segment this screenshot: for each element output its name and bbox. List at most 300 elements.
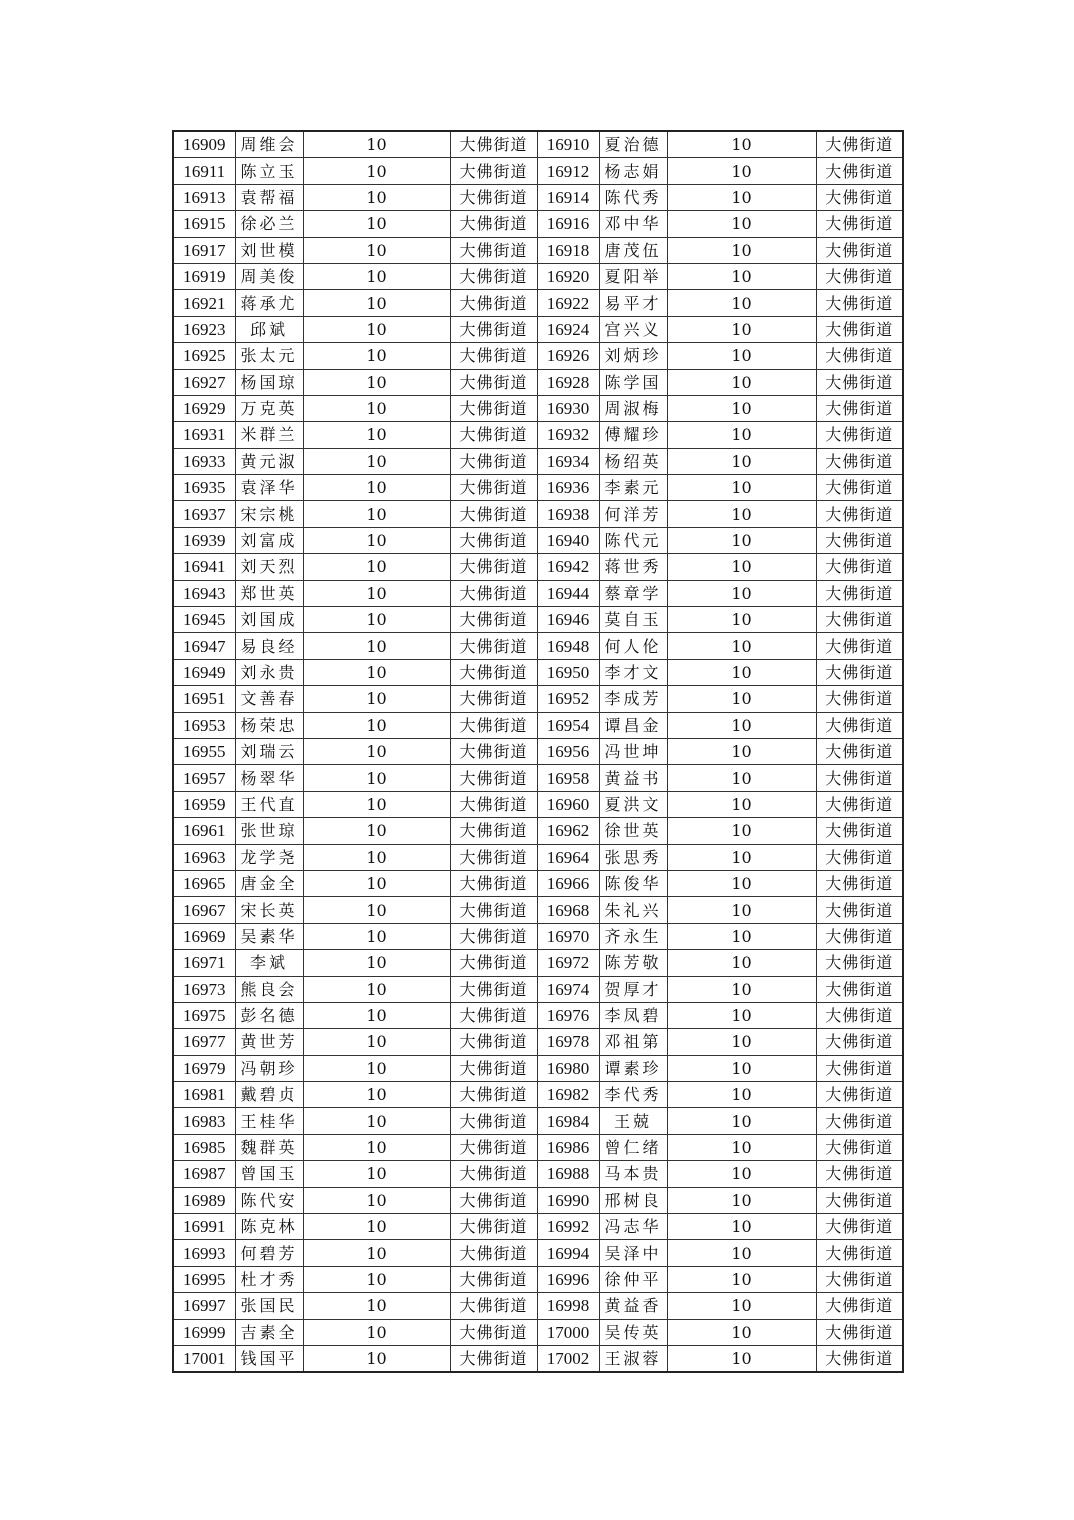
street-cell: 大佛街道 — [450, 501, 537, 527]
person-name-cell: 李成芳 — [599, 686, 667, 712]
street-cell: 大佛街道 — [816, 923, 903, 949]
amount-cell: 10 — [667, 976, 816, 1002]
table-row — [173, 844, 903, 870]
person-name-cell: 杨国琼 — [235, 369, 303, 395]
street-cell: 大佛街道 — [816, 501, 903, 527]
person-name-cell: 冯志华 — [599, 1214, 667, 1240]
amount-cell: 10 — [667, 1266, 816, 1292]
person-name-cell: 李代秀 — [599, 1082, 667, 1108]
table-row — [173, 290, 903, 316]
street-cell: 大佛街道 — [450, 897, 537, 923]
record-number-cell: 16926 — [537, 343, 599, 369]
amount-cell: 10 — [303, 1187, 450, 1213]
table-row — [173, 1293, 903, 1319]
record-number-cell: 17001 — [173, 1345, 235, 1372]
person-name-cell: 吴传英 — [599, 1319, 667, 1345]
amount-cell: 10 — [667, 844, 816, 870]
street-cell: 大佛街道 — [816, 1187, 903, 1213]
record-number-cell: 16942 — [537, 554, 599, 580]
record-number-cell: 16949 — [173, 659, 235, 685]
amount-cell: 10 — [667, 1029, 816, 1055]
amount-cell: 10 — [667, 580, 816, 606]
table-row — [173, 870, 903, 896]
street-cell: 大佛街道 — [816, 395, 903, 421]
amount-cell: 10 — [303, 131, 450, 158]
person-name-cell: 杨志娟 — [599, 158, 667, 184]
record-number-cell: 16988 — [537, 1161, 599, 1187]
person-name-cell: 陈代安 — [235, 1187, 303, 1213]
person-name-cell: 文善春 — [235, 686, 303, 712]
person-name-cell: 宫兴义 — [599, 316, 667, 342]
street-cell: 大佛街道 — [816, 1345, 903, 1372]
record-number-cell: 16974 — [537, 976, 599, 1002]
record-number-cell: 16954 — [537, 712, 599, 738]
person-name-cell: 米群兰 — [235, 422, 303, 448]
table-row — [173, 501, 903, 527]
record-number-cell: 16933 — [173, 448, 235, 474]
person-name-cell: 李凤碧 — [599, 1002, 667, 1028]
street-cell: 大佛街道 — [816, 343, 903, 369]
amount-cell: 10 — [303, 1055, 450, 1081]
table-row — [173, 607, 903, 633]
amount-cell: 10 — [303, 738, 450, 764]
record-number-cell: 16992 — [537, 1214, 599, 1240]
street-cell: 大佛街道 — [816, 1108, 903, 1134]
amount-cell: 10 — [303, 395, 450, 421]
person-name-cell: 刘瑞云 — [235, 738, 303, 764]
record-number-cell: 16980 — [537, 1055, 599, 1081]
street-cell: 大佛街道 — [450, 158, 537, 184]
table-row — [173, 712, 903, 738]
amount-cell: 10 — [667, 1319, 816, 1345]
table-row — [173, 633, 903, 659]
person-name-cell: 周维会 — [235, 131, 303, 158]
street-cell: 大佛街道 — [816, 607, 903, 633]
person-name-cell: 徐仲平 — [599, 1266, 667, 1292]
table-row — [173, 1082, 903, 1108]
street-cell: 大佛街道 — [450, 475, 537, 501]
table-row — [173, 659, 903, 685]
amount-cell: 10 — [303, 554, 450, 580]
table-row — [173, 1214, 903, 1240]
amount-cell: 10 — [667, 184, 816, 210]
person-name-cell: 万克英 — [235, 395, 303, 421]
record-number-cell: 16983 — [173, 1108, 235, 1134]
amount-cell: 10 — [303, 659, 450, 685]
street-cell: 大佛街道 — [450, 343, 537, 369]
street-cell: 大佛街道 — [450, 659, 537, 685]
street-cell: 大佛街道 — [816, 580, 903, 606]
table-row — [173, 686, 903, 712]
person-name-cell: 吴素华 — [235, 923, 303, 949]
person-name-cell: 钱国平 — [235, 1345, 303, 1372]
table-row — [173, 263, 903, 289]
person-name-cell: 宋宗桃 — [235, 501, 303, 527]
record-number-cell: 16911 — [173, 158, 235, 184]
street-cell: 大佛街道 — [450, 1345, 537, 1372]
person-name-cell: 夏治德 — [599, 131, 667, 158]
record-number-cell: 17002 — [537, 1345, 599, 1372]
record-number-cell: 16985 — [173, 1134, 235, 1160]
street-cell: 大佛街道 — [816, 1293, 903, 1319]
person-name-cell: 黄益香 — [599, 1293, 667, 1319]
table-row — [173, 818, 903, 844]
person-name-cell: 杨荣忠 — [235, 712, 303, 738]
amount-cell: 10 — [667, 1345, 816, 1372]
person-name-cell: 黄益书 — [599, 765, 667, 791]
person-name-cell: 刘国成 — [235, 607, 303, 633]
amount-cell: 10 — [667, 395, 816, 421]
amount-cell: 10 — [303, 897, 450, 923]
street-cell: 大佛街道 — [450, 422, 537, 448]
street-cell: 大佛街道 — [816, 1002, 903, 1028]
record-number-cell: 16966 — [537, 870, 599, 896]
amount-cell: 10 — [667, 1002, 816, 1028]
amount-cell: 10 — [303, 501, 450, 527]
record-number-cell: 16981 — [173, 1082, 235, 1108]
street-cell: 大佛街道 — [816, 263, 903, 289]
person-name-cell: 邓中华 — [599, 211, 667, 237]
record-number-cell: 16999 — [173, 1319, 235, 1345]
person-name-cell: 王兢 — [599, 1108, 667, 1134]
record-number-cell: 16909 — [173, 131, 235, 158]
record-number-cell: 16930 — [537, 395, 599, 421]
street-cell: 大佛街道 — [450, 237, 537, 263]
amount-cell: 10 — [303, 712, 450, 738]
person-name-cell: 齐永生 — [599, 923, 667, 949]
record-number-cell: 16944 — [537, 580, 599, 606]
amount-cell: 10 — [303, 369, 450, 395]
street-cell: 大佛街道 — [816, 738, 903, 764]
amount-cell: 10 — [667, 237, 816, 263]
amount-cell: 10 — [303, 1319, 450, 1345]
person-name-cell: 朱礼兴 — [599, 897, 667, 923]
street-cell: 大佛街道 — [450, 1029, 537, 1055]
table-row — [173, 923, 903, 949]
table-row — [173, 1055, 903, 1081]
street-cell: 大佛街道 — [450, 607, 537, 633]
street-cell: 大佛街道 — [450, 131, 537, 158]
table-row — [173, 791, 903, 817]
record-number-cell: 16993 — [173, 1240, 235, 1266]
street-cell: 大佛街道 — [450, 712, 537, 738]
street-cell: 大佛街道 — [816, 316, 903, 342]
record-number-cell: 16931 — [173, 422, 235, 448]
person-name-cell: 袁帮福 — [235, 184, 303, 210]
person-name-cell: 唐金全 — [235, 870, 303, 896]
amount-cell: 10 — [667, 686, 816, 712]
table-row — [173, 343, 903, 369]
person-name-cell: 张国民 — [235, 1293, 303, 1319]
record-number-cell: 16979 — [173, 1055, 235, 1081]
record-number-cell: 16976 — [537, 1002, 599, 1028]
record-number-cell: 16956 — [537, 738, 599, 764]
table-row — [173, 448, 903, 474]
person-name-cell: 何人伦 — [599, 633, 667, 659]
amount-cell: 10 — [667, 527, 816, 553]
amount-cell: 10 — [303, 343, 450, 369]
street-cell: 大佛街道 — [450, 1240, 537, 1266]
table-row — [173, 1187, 903, 1213]
record-number-cell: 16957 — [173, 765, 235, 791]
person-name-cell: 戴碧贞 — [235, 1082, 303, 1108]
record-number-cell: 16932 — [537, 422, 599, 448]
amount-cell: 10 — [303, 870, 450, 896]
street-cell: 大佛街道 — [450, 1082, 537, 1108]
person-name-cell: 张思秀 — [599, 844, 667, 870]
person-name-cell: 刘世模 — [235, 237, 303, 263]
table-row — [173, 580, 903, 606]
record-number-cell: 16918 — [537, 237, 599, 263]
record-number-cell: 16921 — [173, 290, 235, 316]
record-number-cell: 16987 — [173, 1161, 235, 1187]
person-name-cell: 陈学国 — [599, 369, 667, 395]
amount-cell: 10 — [667, 1214, 816, 1240]
record-number-cell: 16913 — [173, 184, 235, 210]
street-cell: 大佛街道 — [816, 158, 903, 184]
amount-cell: 10 — [667, 712, 816, 738]
street-cell: 大佛街道 — [450, 1108, 537, 1134]
amount-cell: 10 — [667, 211, 816, 237]
amount-cell: 10 — [667, 923, 816, 949]
amount-cell: 10 — [667, 501, 816, 527]
amount-cell: 10 — [303, 158, 450, 184]
person-name-cell: 宋长英 — [235, 897, 303, 923]
record-number-cell: 16975 — [173, 1002, 235, 1028]
record-number-cell: 16962 — [537, 818, 599, 844]
record-number-cell: 16939 — [173, 527, 235, 553]
street-cell: 大佛街道 — [816, 1319, 903, 1345]
street-cell: 大佛街道 — [450, 1214, 537, 1240]
record-number-cell: 16991 — [173, 1214, 235, 1240]
street-cell: 大佛街道 — [450, 211, 537, 237]
record-number-cell: 16952 — [537, 686, 599, 712]
amount-cell: 10 — [667, 369, 816, 395]
person-name-cell: 莫自玉 — [599, 607, 667, 633]
amount-cell: 10 — [303, 1240, 450, 1266]
person-name-cell: 刘天烈 — [235, 554, 303, 580]
amount-cell: 10 — [303, 1161, 450, 1187]
amount-cell: 10 — [667, 791, 816, 817]
street-cell: 大佛街道 — [450, 765, 537, 791]
record-number-cell: 16937 — [173, 501, 235, 527]
amount-cell: 10 — [303, 290, 450, 316]
street-cell: 大佛街道 — [816, 791, 903, 817]
amount-cell: 10 — [667, 1055, 816, 1081]
street-cell: 大佛街道 — [450, 395, 537, 421]
person-name-cell: 郑世英 — [235, 580, 303, 606]
amount-cell: 10 — [667, 607, 816, 633]
person-name-cell: 唐茂伍 — [599, 237, 667, 263]
amount-cell: 10 — [303, 791, 450, 817]
table-row — [173, 765, 903, 791]
person-name-cell: 陈俊华 — [599, 870, 667, 896]
amount-cell: 10 — [667, 158, 816, 184]
street-cell: 大佛街道 — [816, 1266, 903, 1292]
record-number-cell: 16959 — [173, 791, 235, 817]
record-number-cell: 17000 — [537, 1319, 599, 1345]
person-name-cell: 李才文 — [599, 659, 667, 685]
table-row — [173, 237, 903, 263]
person-name-cell: 杜才秀 — [235, 1266, 303, 1292]
street-cell: 大佛街道 — [450, 1161, 537, 1187]
record-number-cell: 16969 — [173, 923, 235, 949]
person-name-cell: 易平才 — [599, 290, 667, 316]
record-number-cell: 16986 — [537, 1134, 599, 1160]
person-name-cell: 马本贵 — [599, 1161, 667, 1187]
street-cell: 大佛街道 — [450, 1134, 537, 1160]
record-number-cell: 16916 — [537, 211, 599, 237]
table-row — [173, 1240, 903, 1266]
amount-cell: 10 — [667, 263, 816, 289]
amount-cell: 10 — [303, 976, 450, 1002]
record-number-cell: 16955 — [173, 738, 235, 764]
street-cell: 大佛街道 — [816, 131, 903, 158]
person-name-cell: 王淑蓉 — [599, 1345, 667, 1372]
amount-cell: 10 — [667, 1161, 816, 1187]
amount-cell: 10 — [303, 1293, 450, 1319]
person-name-cell: 魏群英 — [235, 1134, 303, 1160]
person-name-cell: 彭名德 — [235, 1002, 303, 1028]
street-cell: 大佛街道 — [450, 1002, 537, 1028]
amount-cell: 10 — [667, 475, 816, 501]
record-number-cell: 16946 — [537, 607, 599, 633]
record-number-cell: 16970 — [537, 923, 599, 949]
street-cell: 大佛街道 — [816, 1082, 903, 1108]
street-cell: 大佛街道 — [450, 1266, 537, 1292]
amount-cell: 10 — [303, 633, 450, 659]
amount-cell: 10 — [303, 211, 450, 237]
amount-cell: 10 — [667, 765, 816, 791]
person-name-cell: 张世琼 — [235, 818, 303, 844]
table-row — [173, 976, 903, 1002]
amount-cell: 10 — [667, 897, 816, 923]
street-cell: 大佛街道 — [816, 448, 903, 474]
amount-cell: 10 — [303, 580, 450, 606]
person-name-cell: 吉素全 — [235, 1319, 303, 1345]
person-name-cell: 冯世坤 — [599, 738, 667, 764]
street-cell: 大佛街道 — [450, 844, 537, 870]
record-number-cell: 16934 — [537, 448, 599, 474]
street-cell: 大佛街道 — [450, 580, 537, 606]
table-row — [173, 1134, 903, 1160]
amount-cell: 10 — [303, 237, 450, 263]
table-row — [173, 1029, 903, 1055]
street-cell: 大佛街道 — [816, 765, 903, 791]
table-row — [173, 527, 903, 553]
amount-cell: 10 — [303, 607, 450, 633]
person-name-cell: 刘富成 — [235, 527, 303, 553]
street-cell: 大佛街道 — [450, 369, 537, 395]
person-name-cell: 周美俊 — [235, 263, 303, 289]
street-cell: 大佛街道 — [816, 211, 903, 237]
record-number-cell: 16978 — [537, 1029, 599, 1055]
amount-cell: 10 — [303, 184, 450, 210]
person-name-cell: 夏阳举 — [599, 263, 667, 289]
street-cell: 大佛街道 — [450, 818, 537, 844]
record-number-cell: 16990 — [537, 1187, 599, 1213]
person-name-cell: 黄世芳 — [235, 1029, 303, 1055]
record-number-cell: 16998 — [537, 1293, 599, 1319]
street-cell: 大佛街道 — [816, 818, 903, 844]
street-cell: 大佛街道 — [450, 686, 537, 712]
person-name-cell: 杨绍英 — [599, 448, 667, 474]
street-cell: 大佛街道 — [816, 475, 903, 501]
street-cell: 大佛街道 — [450, 923, 537, 949]
person-name-cell: 邱斌 — [235, 316, 303, 342]
person-name-cell: 邢树良 — [599, 1187, 667, 1213]
amount-cell: 10 — [303, 1002, 450, 1028]
street-cell: 大佛街道 — [816, 950, 903, 976]
amount-cell: 10 — [667, 448, 816, 474]
record-number-cell: 16958 — [537, 765, 599, 791]
table-row — [173, 1345, 903, 1372]
record-number-cell: 16922 — [537, 290, 599, 316]
person-name-cell: 蒋承尤 — [235, 290, 303, 316]
person-name-cell: 陈芳敬 — [599, 950, 667, 976]
street-cell: 大佛街道 — [816, 870, 903, 896]
amount-cell: 10 — [303, 263, 450, 289]
street-cell: 大佛街道 — [816, 369, 903, 395]
person-name-cell: 邓祖第 — [599, 1029, 667, 1055]
street-cell: 大佛街道 — [816, 897, 903, 923]
street-cell: 大佛街道 — [450, 1293, 537, 1319]
person-name-cell: 陈克林 — [235, 1214, 303, 1240]
amount-cell: 10 — [303, 1345, 450, 1372]
table-row — [173, 422, 903, 448]
amount-cell: 10 — [667, 1134, 816, 1160]
record-number-cell: 16968 — [537, 897, 599, 923]
street-cell: 大佛街道 — [816, 1161, 903, 1187]
record-number-cell: 16919 — [173, 263, 235, 289]
street-cell: 大佛街道 — [816, 686, 903, 712]
amount-cell: 10 — [667, 343, 816, 369]
person-name-cell: 蒋世秀 — [599, 554, 667, 580]
amount-cell: 10 — [303, 1108, 450, 1134]
street-cell: 大佛街道 — [816, 844, 903, 870]
person-name-cell: 李素元 — [599, 475, 667, 501]
street-cell: 大佛街道 — [450, 950, 537, 976]
table-row — [173, 897, 903, 923]
record-number-cell: 16951 — [173, 686, 235, 712]
person-name-cell: 徐必兰 — [235, 211, 303, 237]
record-number-cell: 16989 — [173, 1187, 235, 1213]
person-name-cell: 曾仁绪 — [599, 1134, 667, 1160]
person-name-cell: 夏洪文 — [599, 791, 667, 817]
amount-cell: 10 — [667, 659, 816, 685]
roster-table — [172, 130, 904, 1373]
person-name-cell: 傅耀珍 — [599, 422, 667, 448]
record-number-cell: 16935 — [173, 475, 235, 501]
record-number-cell: 16910 — [537, 131, 599, 158]
record-number-cell: 16923 — [173, 316, 235, 342]
person-name-cell: 杨翠华 — [235, 765, 303, 791]
table-row — [173, 1002, 903, 1028]
table-row — [173, 950, 903, 976]
record-number-cell: 16947 — [173, 633, 235, 659]
record-number-cell: 16967 — [173, 897, 235, 923]
table-row — [173, 184, 903, 210]
person-name-cell: 陈代秀 — [599, 184, 667, 210]
table-row — [173, 554, 903, 580]
table-row — [173, 131, 903, 158]
street-cell: 大佛街道 — [816, 659, 903, 685]
record-number-cell: 16984 — [537, 1108, 599, 1134]
amount-cell: 10 — [667, 1187, 816, 1213]
record-number-cell: 16914 — [537, 184, 599, 210]
record-number-cell: 16964 — [537, 844, 599, 870]
person-name-cell: 李斌 — [235, 950, 303, 976]
